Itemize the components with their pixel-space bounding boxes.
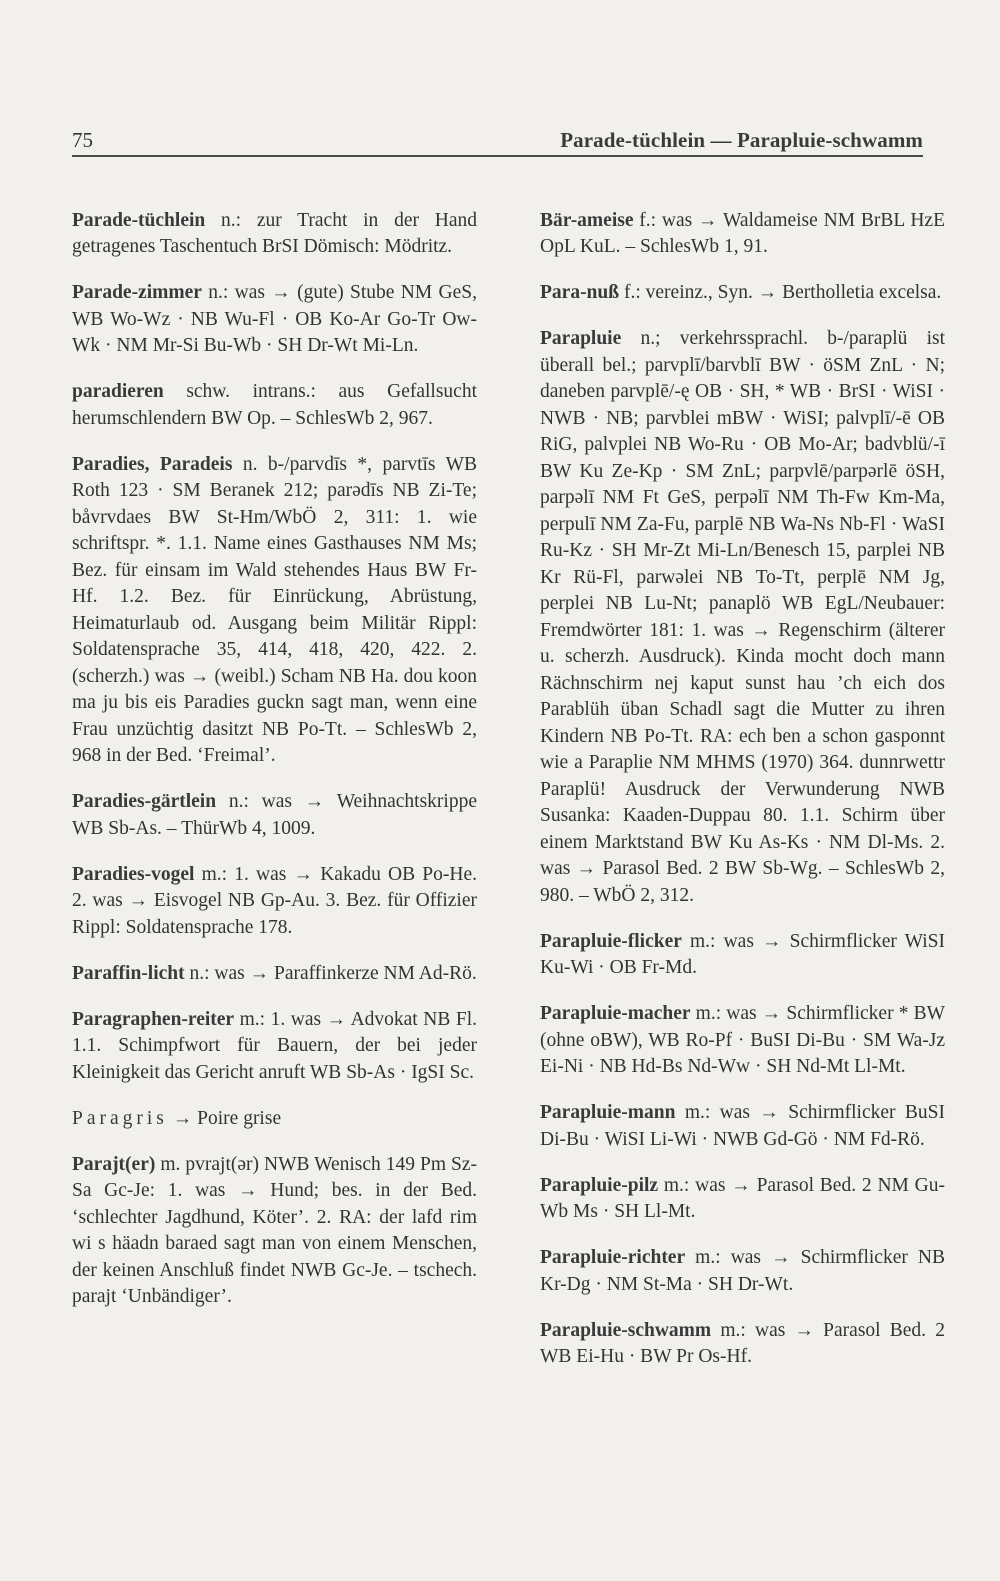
left-column <box>72 188 477 1328</box>
entry-headword: Bär-ameise <box>540 209 634 231</box>
entry-text: m. pvrajt(ər) NWB Wenisch 149 Pm Sz-Sa Gc-Je: 1. was → Hund; bes. in der Bed. ‘schlechter Jagdhund, Köter’. 2. RA: der lafd rim wi s häadn baraed sagt man von einem Menschen, der keinen Anschluß findet NWB Gc-Je. – tschech. parajt ‘Unbändiger’. <box>72 1153 477 1307</box>
entry-headword: Parapluie-schwamm <box>540 1319 712 1341</box>
dictionary-entry <box>540 326 945 909</box>
entry-headword: Parapluie-mann <box>540 1102 676 1123</box>
entry-text: m.: was → Schirmflicker WiSI Ku-Wi · OB Fr-Md. <box>540 930 945 978</box>
dictionary-entry <box>540 280 945 307</box>
entry-headword: Paradies-vogel <box>72 863 195 885</box>
dictionary-entry <box>72 789 477 842</box>
entry-text: → Poire grise <box>167 1107 282 1129</box>
dictionary-entry <box>72 280 477 360</box>
dictionary-entry <box>540 1318 945 1371</box>
dictionary-entry <box>72 1106 477 1133</box>
entry-text: m.: was → Parasol Bed. 2 WB Ei-Hu · BW Pr Os-Hf. <box>540 1319 945 1367</box>
entry-headword: Paragris <box>72 1107 168 1129</box>
entry-text: n. b-/parvdīs *, parvtīs WB Roth 123 · SM Beranek 212; parədīs NB Zi-Te; båvrvdaes BW St-Hm/WbÖ 2, 311: 1. wie schriftspr. *. 1.1. Name eines Gasthauses NM Ms; Bez. für einsam im Wald stehendes Haus BW Fr-Hf. 1.2. Bez. für Einrückung, Abrüstung, Heimaturlaub od. Ausgang beim Militär Rippl: Soldatensprache 35, 414, 418, 420, 422. 2. (scherzh.) was → (weibl.) Scham NB Ha. dou koon ma ju bis eis Paradies guckn sagt man, wenn eine Frau unzüchtig dasitzt NB Po-Tt. – SchlesWb 2, 968 in der Bed. ‘Freimal’. <box>72 453 477 766</box>
header-rule <box>72 155 923 157</box>
entry-headword: Para-nuß <box>540 282 620 303</box>
entry-headword: Parapluie-richter <box>540 1247 686 1268</box>
entry-text: f.: was → Waldameise NM BrBL HzE OpL KuL. – SchlesWb 1, 91. <box>540 209 945 257</box>
dictionary-entry <box>72 208 477 261</box>
dictionary-entry <box>540 1245 945 1298</box>
right-column <box>540 188 945 1388</box>
entry-headword: Parapluie <box>540 328 622 349</box>
dictionary-entry <box>72 452 477 770</box>
entry-text: m.: 1. was → Kakadu OB Po-He. 2. was → Eisvogel NB Gp-Au. 3. Bez. für Offizier Rippl: Soldatensprache 178. <box>72 863 477 938</box>
entry-text: f.: vereinz., Syn. → Bertholletia excelsa. <box>619 282 942 303</box>
dictionary-entry <box>72 862 477 942</box>
dictionary-entry <box>72 1007 477 1087</box>
entry-headword: Paraffin-licht <box>72 962 185 984</box>
entry-headword: Parapluie-flicker <box>540 930 682 952</box>
entry-headword: paradieren <box>72 381 164 402</box>
entry-headword: Parade-tüchlein <box>72 209 206 231</box>
entry-text: m.: 1. was → Advokat NB Fl. 1.1. Schimpfwort für Bauern, der bei jeder Kleinigkeit das Gericht anruft WB Sb-As · IgSI Sc. <box>72 1008 477 1083</box>
running-title: Parade-tüchlein — Parapluie-schwamm <box>560 128 923 152</box>
entry-text: m.: was → Parasol Bed. 2 NM Gu-Wb Ms · SH Ll-Mt. <box>540 1174 945 1222</box>
dictionary-entry <box>540 1001 945 1081</box>
page-number: 75 <box>72 128 93 152</box>
entry-text: n.: was → (gute) Stube NM GeS, WB Wo-Wz · NB Wu-Fl · OB Ko-Ar Go-Tr Ow-Wk · NM Mr-Si Bu-Wb · SH Dr-Wt Mi-Ln. <box>72 282 477 356</box>
entry-text: n.; verkehrssprachl. b-/paraplü ist überall bel.; parvplī/barvblī BW · öSM ZnL · N; daneben parvplē/-ę OB · SH, * WB · BrSI · WiSI · NWB · NB; parvblei mBW · WiSI; palvplī/-ē OB RiG, palvplei NB Wo-Ru · OB Mo-Ar; badvblü/-ī BW Ku Ze-Kp · SM ZnL; parpvlē/parpərlē öSH, parpəlī NM Ft GeS, perpəlī NM Th-Fw Km-Ma, perpulī NM Za-Fu, parplē NB Wa-Ns Nb-Fl · WaSI Ru-Kz · SH Mr-Zt Mi-Ln/Benesch 15, parplei NB Kr Rü-Fl, parwəlei NB To-Tt, perplē NM Jg, perplei NB Lu-Nt; panaplö WB EgL/Neubauer: Fremdwörter 181: 1. was → Regenschirm (älterer u. scherzh. Ausdruck). Kinda mocht doch mann Rächnschirm nej kaput sunst hau ’ch eich dos Parablüh üban Schadl sagt die Mutter zu ihren Kindern NB Po-Tt. RA: ech ben a schon gasponnt wie a Paraplie NM MHMS (1970) 364. dunnrwettr Paraplü! Ausdruck der Verwunderung NWB Susanka: Kaaden-Duppau 80. 1.1. Schirm über einem Marktstand BW Ku As-Ks · NM Dl-Ms. 2. was → Parasol Bed. 2 BW Sb-Wg. – SchlesWb 2, 980. – WbÖ 2, 312. <box>540 328 945 906</box>
entry-headword: Parapluie-macher <box>540 1003 691 1024</box>
dictionary-entry <box>72 1152 477 1311</box>
entry-text: schw. intrans.: aus Gefallsucht herumschlendern BW Op. – SchlesWb 2, 967. <box>72 381 477 429</box>
entry-headword: Parapluie-pilz <box>540 1174 659 1196</box>
dictionary-entry <box>72 961 477 988</box>
dictionary-entry <box>540 208 945 261</box>
entry-text: n.: was → Paraffinkerze NM Ad-Rö. <box>184 962 477 984</box>
dictionary-entry <box>72 379 477 432</box>
entry-text: n.: was → Weihnachtskrippe WB Sb-As. – ThürWb 4, 1009. <box>72 791 477 839</box>
entry-headword: Parade-zimmer <box>72 282 202 303</box>
dictionary-entry <box>540 1100 945 1153</box>
dictionary-entry <box>540 1173 945 1226</box>
entry-text: m.: was → Schirmflicker BuSI Di-Bu · WiSI Li-Wi · NWB Gd-Gö · NM Fd-Rö. <box>540 1102 945 1150</box>
entry-headword: Paragraphen-reiter <box>72 1008 235 1030</box>
entry-headword: Paradies-gärtlein <box>72 791 217 812</box>
dictionary-entry <box>540 929 945 982</box>
entry-headword: Parajt(er) <box>72 1153 156 1175</box>
page-header <box>72 128 923 154</box>
entry-headword: Paradies, Paradeis <box>72 453 233 475</box>
entry-text: m.: was → Schirmflicker * BW (ohne oBW), WB Ro-Pf · BuSI Di-Bu · SM Wa-Jz Ei-Ni · NB Hd-Bs Nd-Ww · SH Nd-Mt Ll-Mt. <box>540 1003 945 1077</box>
entry-text: n.: zur Tracht in der Hand getragenes Taschentuch BrSI Dömisch: Mödritz. <box>72 209 477 257</box>
entry-text: m.: was → Schirmflicker NB Kr-Dg · NM St-Ma · SH Dr-Wt. <box>540 1247 945 1295</box>
